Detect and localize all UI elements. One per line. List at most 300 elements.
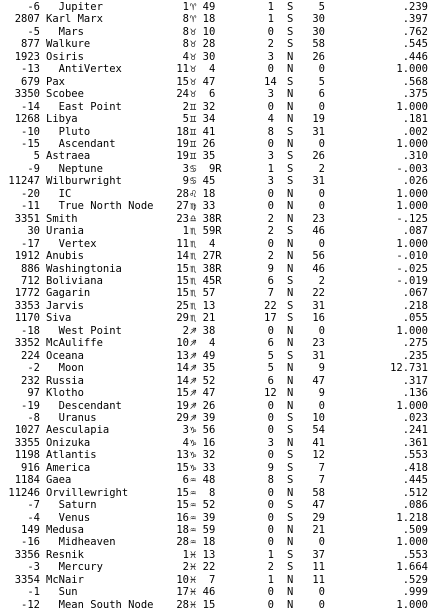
cell-num: 1912	[14, 250, 40, 263]
cell-num: 3354	[14, 573, 40, 586]
cell-val: .762	[402, 25, 428, 38]
cell-ns: N	[287, 387, 294, 400]
cell-deg: 15	[176, 274, 189, 287]
cell-latm: 0	[318, 586, 325, 599]
list-item	[0, 350, 433, 362]
cell-deg: 27	[176, 200, 189, 213]
cell-deg: 15	[176, 287, 189, 300]
cell-lat: 0	[267, 598, 274, 611]
cell-pos: ♌ 18	[190, 187, 216, 200]
cell-lat: 7	[267, 287, 274, 300]
cell-val: .553	[402, 548, 428, 561]
list-item	[0, 76, 433, 88]
cell-lat: 1	[267, 1, 274, 13]
cell-lat: 6	[267, 274, 274, 287]
cell-ns: N	[287, 63, 294, 76]
cell-name: Smith	[46, 212, 78, 225]
cell-num: -14	[21, 100, 40, 113]
cell-latm: 37	[312, 548, 325, 561]
cell-deg: 14	[176, 362, 189, 375]
cell-pos: ♊ 26	[190, 137, 216, 150]
cell-pos: ♒ 59	[190, 524, 216, 537]
cell-lat: 8	[267, 474, 274, 487]
list-item	[0, 250, 433, 262]
list-item	[0, 400, 433, 412]
list-item	[0, 200, 433, 212]
cell-num: 3352	[14, 337, 40, 350]
list-item	[0, 213, 433, 225]
cell-pos: ♏ 38R	[190, 262, 222, 275]
cell-ns: S	[287, 150, 294, 163]
cell-latm: 6	[318, 88, 325, 101]
cell-lat: 0	[267, 187, 274, 200]
cell-lat: 1	[267, 13, 274, 26]
cell-lat: 3	[267, 150, 274, 163]
cell-val: .086	[402, 499, 428, 512]
cell-val: .446	[402, 50, 428, 63]
cell-lat: 5	[267, 362, 274, 375]
cell-pos: ♉ 10	[190, 25, 216, 38]
cell-name: Pax	[46, 75, 65, 88]
cell-ns: N	[287, 187, 294, 200]
cell-name: Venus	[46, 511, 91, 524]
cell-pos: ♊ 34	[190, 113, 216, 126]
cell-num: 3355	[14, 436, 40, 449]
cell-lat: 2	[267, 212, 274, 225]
cell-val: .512	[402, 486, 428, 499]
cell-val: .445	[402, 474, 428, 487]
cell-latm: 0	[318, 200, 325, 213]
cell-val: .002	[402, 125, 428, 138]
list-item	[0, 150, 433, 162]
cell-ns: S	[287, 162, 294, 175]
cell-deg: 8	[182, 38, 189, 51]
cell-deg: 1	[182, 548, 189, 561]
cell-deg: 5	[182, 113, 189, 126]
cell-pos: ♏ 59R	[190, 225, 222, 238]
cell-lat: 4	[267, 113, 274, 126]
cell-lat: 5	[267, 349, 274, 362]
cell-latm: 31	[312, 175, 325, 188]
cell-ns: N	[287, 337, 294, 350]
cell-name: Mercury	[46, 561, 103, 574]
cell-num: -15	[21, 137, 40, 150]
list-item	[0, 163, 433, 175]
cell-ns: N	[287, 362, 294, 375]
cell-name: Vertex	[46, 237, 97, 250]
cell-name: Libya	[46, 113, 78, 126]
list-item	[0, 13, 433, 25]
cell-latm: 23	[312, 212, 325, 225]
cell-latm: 11	[312, 573, 325, 586]
cell-latm: 0	[318, 536, 325, 549]
cell-deg: 23	[176, 212, 189, 225]
cell-pos: ♐ 38	[190, 324, 216, 337]
list-item	[0, 524, 433, 536]
cell-latm: 0	[318, 399, 325, 412]
cell-deg: 28	[176, 536, 189, 549]
cell-num: 679	[21, 75, 40, 88]
cell-pos: ♒ 8	[190, 486, 216, 499]
list-item	[0, 38, 433, 50]
cell-latm: 2	[318, 274, 325, 287]
list-item	[0, 549, 433, 561]
cell-val: 1.000	[396, 536, 428, 549]
cell-ns: S	[287, 499, 294, 512]
list-item	[0, 599, 433, 611]
cell-ns: N	[287, 100, 294, 113]
cell-val: .275	[402, 337, 428, 350]
cell-ns: N	[287, 573, 294, 586]
list-item	[0, 337, 433, 349]
cell-val: 1.000	[396, 63, 428, 76]
cell-val: -.003	[396, 162, 428, 175]
cell-num: 1268	[14, 113, 40, 126]
cell-lat: 0	[267, 137, 274, 150]
cell-latm: 9	[318, 387, 325, 400]
cell-val: .239	[402, 1, 428, 13]
cell-ns: S	[287, 25, 294, 38]
list-item	[0, 88, 433, 100]
cell-num: -8	[27, 411, 40, 424]
list-item	[0, 449, 433, 461]
cell-lat: 14	[264, 75, 277, 88]
cell-name: Moon	[46, 362, 84, 375]
cell-val: .529	[402, 573, 428, 586]
cell-num: -17	[21, 237, 40, 250]
cell-val: .310	[402, 150, 428, 163]
cell-num: 3350	[14, 88, 40, 101]
cell-val: .026	[402, 175, 428, 188]
cell-pos: ♓ 22	[190, 561, 216, 574]
cell-latm: 16	[312, 312, 325, 325]
list-item	[0, 101, 433, 113]
cell-val: 1.218	[396, 511, 428, 524]
cell-val: .023	[402, 411, 428, 424]
cell-latm: 23	[312, 337, 325, 350]
cell-ns: N	[287, 536, 294, 549]
cell-num: 232	[21, 374, 40, 387]
cell-latm: 2	[318, 162, 325, 175]
cell-val: .509	[402, 524, 428, 537]
cell-deg: 13	[176, 349, 189, 362]
cell-ns: N	[287, 524, 294, 537]
cell-val: .397	[402, 13, 428, 26]
cell-latm: 0	[318, 137, 325, 150]
list-item	[0, 536, 433, 548]
cell-ns: S	[287, 299, 294, 312]
cell-ns: S	[287, 125, 294, 138]
cell-ns: S	[287, 349, 294, 362]
cell-pos: ♏ 27R	[190, 250, 222, 263]
cell-latm: 0	[318, 237, 325, 250]
cell-num: -20	[21, 187, 40, 200]
list-item	[0, 499, 433, 511]
cell-name: Russia	[46, 374, 84, 387]
cell-name: West Point	[46, 324, 122, 337]
cell-num: 149	[21, 524, 40, 537]
cell-ns: N	[287, 374, 294, 387]
cell-ns: S	[287, 449, 294, 462]
cell-val: -.019	[396, 274, 428, 287]
cell-ns: S	[287, 561, 294, 574]
cell-ns: N	[287, 113, 294, 126]
cell-lat: 0	[267, 399, 274, 412]
cell-pos: ♐ 35	[190, 362, 216, 375]
cell-lat: 22	[264, 299, 277, 312]
cell-pos: ♐ 47	[190, 387, 216, 400]
cell-lat: 2	[267, 561, 274, 574]
cell-name: AntiVertex	[46, 63, 122, 76]
cell-name: Astraea	[46, 150, 91, 163]
cell-deg: 11	[176, 63, 189, 76]
list-item	[0, 474, 433, 486]
cell-latm: 11	[312, 561, 325, 574]
cell-pos: ♐ 4	[190, 337, 216, 350]
cell-ns: N	[287, 598, 294, 611]
cell-name: Urania	[46, 225, 84, 238]
cell-val: -.025	[396, 262, 428, 275]
cell-pos: ♏ 21	[190, 312, 216, 325]
cell-deg: 15	[176, 486, 189, 499]
cell-name: Sun	[46, 586, 78, 599]
cell-ns: N	[287, 200, 294, 213]
cell-num: 11247	[8, 175, 40, 188]
cell-name: Walkure	[46, 38, 91, 51]
cell-latm: 31	[312, 125, 325, 138]
cell-pos: ♑ 56	[190, 424, 216, 437]
cell-name: Karl Marx	[46, 13, 103, 26]
cell-name: Siva	[46, 312, 72, 325]
cell-val: 1.664	[396, 561, 428, 574]
cell-deg: 19	[176, 137, 189, 150]
cell-ns: S	[287, 274, 294, 287]
cell-name: Resnik	[46, 548, 84, 561]
cell-deg: 15	[176, 461, 189, 474]
cell-name: Scobee	[46, 88, 84, 101]
cell-val: .545	[402, 38, 428, 51]
cell-lat: 0	[267, 200, 274, 213]
cell-latm: 0	[318, 63, 325, 76]
cell-latm: 0	[318, 324, 325, 337]
cell-ns: N	[287, 237, 294, 250]
cell-name: Orvillewright	[46, 486, 129, 499]
list-item	[0, 312, 433, 324]
cell-deg: 4	[182, 50, 189, 63]
cell-pos: ♐ 49	[190, 349, 216, 362]
cell-latm: 7	[318, 474, 325, 487]
cell-name: Gagarin	[46, 287, 91, 300]
cell-pos: ♉ 30	[190, 50, 216, 63]
cell-deg: 1	[182, 1, 189, 13]
list-item	[0, 138, 433, 150]
list-item	[0, 462, 433, 474]
cell-name: IC	[46, 187, 72, 200]
list-item	[0, 175, 433, 187]
cell-name: McAuliffe	[46, 337, 103, 350]
cell-num: -4	[27, 511, 40, 524]
cell-val: 1.000	[396, 187, 428, 200]
cell-deg: 19	[176, 399, 189, 412]
cell-val: .181	[402, 113, 428, 126]
cell-deg: 14	[176, 374, 189, 387]
list-item	[0, 437, 433, 449]
cell-num: 2807	[14, 13, 40, 26]
cell-deg: 24	[176, 88, 189, 101]
cell-lat: 0	[267, 536, 274, 549]
cell-num: 1170	[14, 312, 40, 325]
cell-lat: 3	[267, 88, 274, 101]
cell-name: Washingtonia	[46, 262, 122, 275]
cell-name: Boliviana	[46, 274, 103, 287]
cell-lat: 6	[267, 337, 274, 350]
cell-name: Oceana	[46, 349, 84, 362]
cell-ns: S	[287, 175, 294, 188]
cell-lat: 9	[267, 461, 274, 474]
list-item	[0, 375, 433, 387]
cell-pos: ♑ 32	[190, 449, 216, 462]
cell-num: 877	[21, 38, 40, 51]
cell-lat: 0	[267, 424, 274, 437]
list-item	[0, 1, 433, 13]
cell-lat: 0	[267, 100, 274, 113]
cell-ns: S	[287, 511, 294, 524]
cell-name: Midheaven	[46, 536, 116, 549]
cell-deg: 8	[182, 13, 189, 26]
cell-latm: 19	[312, 113, 325, 126]
cell-latm: 56	[312, 250, 325, 263]
cell-latm: 31	[312, 299, 325, 312]
cell-ns: N	[287, 250, 294, 263]
cell-latm: 46	[312, 262, 325, 275]
cell-val: .241	[402, 424, 428, 437]
cell-lat: 0	[267, 499, 274, 512]
cell-ns: N	[287, 137, 294, 150]
cell-deg: 8	[182, 25, 189, 38]
cell-pos: ♒ 52	[190, 499, 216, 512]
cell-num: -5	[27, 25, 40, 38]
cell-lat: 0	[267, 237, 274, 250]
cell-val: 1.000	[396, 399, 428, 412]
cell-pos: ♑ 16	[190, 436, 216, 449]
cell-lat: 0	[267, 449, 274, 462]
cell-lat: 1	[267, 162, 274, 175]
list-item	[0, 512, 433, 524]
cell-name: Gaea	[46, 474, 72, 487]
cell-val: -.010	[396, 250, 428, 263]
cell-latm: 7	[318, 461, 325, 474]
cell-deg: 1	[182, 225, 189, 238]
cell-ns: S	[287, 38, 294, 51]
cell-num: 3356	[14, 548, 40, 561]
cell-deg: 11	[176, 237, 189, 250]
cell-lat: 0	[267, 524, 274, 537]
cell-name: Onizuka	[46, 436, 91, 449]
list-item	[0, 424, 433, 436]
cell-name: Anubis	[46, 250, 84, 263]
cell-pos: ♉ 6	[190, 88, 216, 101]
cell-ns: S	[287, 411, 294, 424]
cell-lat: 8	[267, 125, 274, 138]
cell-lat: 2	[267, 38, 274, 51]
cell-name: True North Node	[46, 200, 154, 213]
list-item	[0, 487, 433, 499]
cell-lat: 12	[264, 387, 277, 400]
cell-deg: 18	[176, 125, 189, 138]
cell-num: -9	[27, 162, 40, 175]
cell-num: 3353	[14, 299, 40, 312]
cell-ns: N	[287, 399, 294, 412]
cell-name: Osiris	[46, 50, 84, 63]
cell-val: .087	[402, 225, 428, 238]
cell-latm: 5	[318, 75, 325, 88]
cell-latm: 31	[312, 349, 325, 362]
cell-num: 224	[21, 349, 40, 362]
cell-num: 886	[21, 262, 40, 275]
cell-latm: 30	[312, 25, 325, 38]
cell-val: 1.000	[396, 237, 428, 250]
cell-latm: 10	[312, 411, 325, 424]
cell-pos: ♐ 26	[190, 399, 216, 412]
cell-latm: 29	[312, 511, 325, 524]
list-item	[0, 126, 433, 138]
cell-deg: 19	[176, 150, 189, 163]
cell-name: Medusa	[46, 524, 84, 537]
cell-latm: 46	[312, 225, 325, 238]
cell-deg: 2	[182, 100, 189, 113]
list-item	[0, 387, 433, 399]
cell-deg: 17	[176, 586, 189, 599]
cell-pos: ♋ 45	[190, 175, 216, 188]
cell-latm: 0	[318, 100, 325, 113]
cell-latm: 30	[312, 13, 325, 26]
list-item	[0, 275, 433, 287]
cell-name: Mean South Node	[46, 598, 154, 611]
cell-name: Jarvis	[46, 299, 84, 312]
cell-val: .317	[402, 374, 428, 387]
list-item	[0, 300, 433, 312]
cell-name: East Point	[46, 100, 122, 113]
cell-lat: 0	[267, 63, 274, 76]
cell-deg: 28	[176, 187, 189, 200]
cell-pos: ♒ 48	[190, 474, 216, 487]
cell-lat: 0	[267, 324, 274, 337]
list-item	[0, 412, 433, 424]
cell-lat: 0	[267, 511, 274, 524]
cell-latm: 58	[312, 38, 325, 51]
cell-latm: 5	[318, 1, 325, 13]
cell-num: -6	[27, 1, 40, 13]
cell-ns: S	[287, 424, 294, 437]
cell-pos: ♋ 9R	[190, 162, 222, 175]
cell-ns: S	[287, 461, 294, 474]
cell-name: Jupiter	[46, 1, 103, 13]
cell-pos: ♓ 46	[190, 586, 216, 599]
cell-latm: 22	[312, 287, 325, 300]
cell-deg: 4	[182, 436, 189, 449]
list-item	[0, 362, 433, 374]
cell-pos: ♊ 32	[190, 100, 216, 113]
cell-pos: ♈ 49	[190, 1, 216, 13]
cell-name: America	[46, 461, 91, 474]
cell-lat: 9	[267, 262, 274, 275]
cell-name: Neptune	[46, 162, 103, 175]
cell-ns: S	[287, 1, 294, 13]
cell-name: Ascendant	[46, 137, 116, 150]
cell-pos: ♊ 41	[190, 125, 216, 138]
cell-num: 11246	[8, 486, 40, 499]
list-item	[0, 561, 433, 573]
